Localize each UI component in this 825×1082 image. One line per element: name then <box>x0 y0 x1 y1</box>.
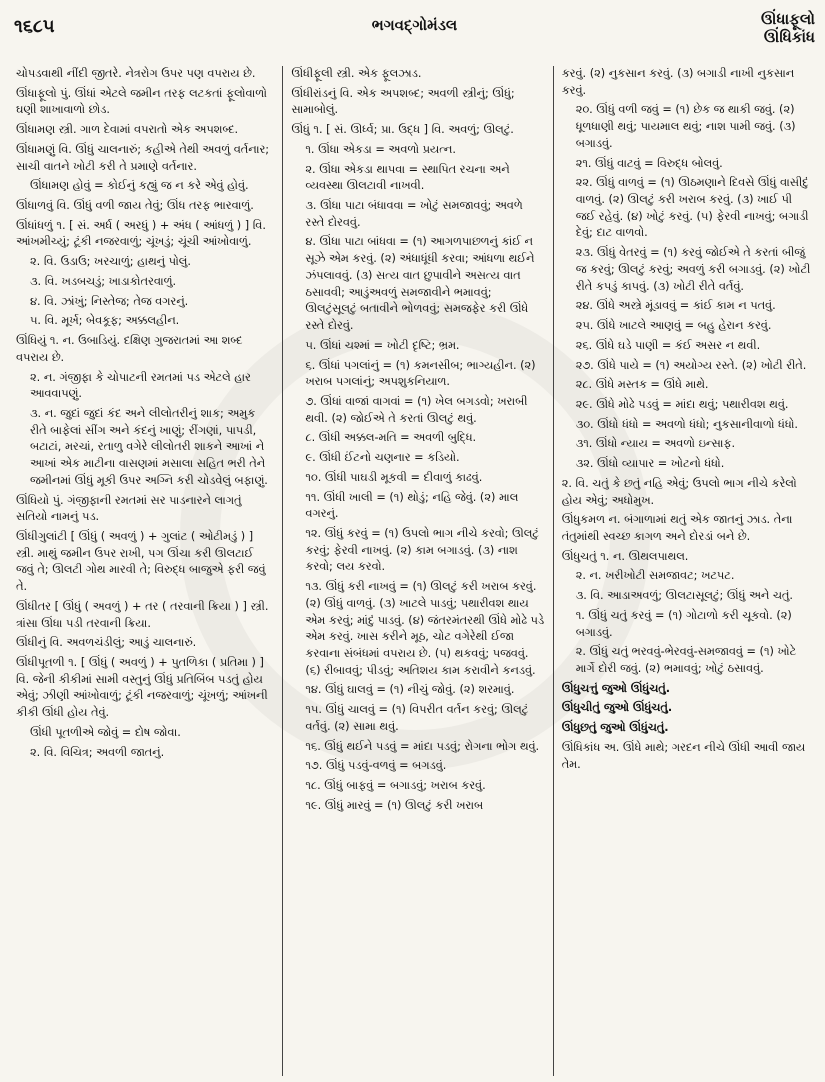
sense-entry: ૧. ઊંધા એકડા = અવળો પ્રયત્ન. <box>305 142 456 156</box>
sense-entry: ૨૯. ઊંધે મોઢે પડવું = માંદા થવું; પથારીવશ થવું. <box>575 397 789 411</box>
sense-entry: ૭. ઊંધાં વાજાં વાગવાં = (૧) ખેલ બગડવો; ખરાબી થવી. (૨) જોઈએ તે કરતાં ઊલટું થવું. <box>305 394 528 425</box>
sense-entry: ૨૦. ઊંધું વળી જવું = (૧) છેક જ થાકી જવું. (૨) ધૂળધાણી થવું; પાયમાલ થવું; નાશ પામી જવું. (૩) બગાડવું. <box>575 103 796 150</box>
sense-entry: ઊંધામણ હોવું = કોઈનું કહ્યું જ ન કરે એવું હોવું. <box>30 179 249 193</box>
page-number: ૧૬૮૫ <box>14 16 55 37</box>
sense-entry: ૩. વિ. આડાઅવળું; ઊલટાસૂલટું; ઊંધું અને ચતું. <box>575 589 793 603</box>
sense-entry: ૨. ન. ગંજીફા કે ચોપાટની રમતમાં પડ એટલે હાર આવવાપણું. <box>30 370 251 401</box>
sense-entry: ૫. ઊંધાં ચશ્માં = ખોટી દૃષ્ટિ; ભ્રમ. <box>305 338 460 352</box>
dictionary-entry: ઊંધીગુલાંટી [ ઊંધું ( અવળું ) + ગુલાંટ ( ઓટીમડું ) ] સ્ત્રી. માથું જમીન ઉપર રાખી, પગ ઊંચા કરી ઊલટાઈ જવું તે; ઊલટી ગોથ મારવી તે; વિરુદ્ધ બાજુએ ફરી જવું તે. <box>16 529 266 594</box>
dictionary-entry: ઊંધીરાંડનું વિ. એક અપશબ્દ; અવળી સ્ત્રીનું; ઊંધું; સામાબોલું. <box>291 86 515 117</box>
sense-entry: ૯. ઊંધી ઈંટનો ચણનાર = કડિયો. <box>305 451 460 465</box>
guide-words <box>761 10 815 46</box>
sense-entry: ૪. વિ. ઝાંખું; નિસ્તેજ; તેજ વગરનું. <box>30 294 189 308</box>
sense-entry: ૨. ઊંધું ચતું ભરવવું-ભેરવવું-સમજાવવું = (૧) ખોટે માર્ગે દોરી જવું. (૨) ભમાવવું; ખોટું ઠસાવવું. <box>575 645 797 675</box>
sense-entry: ૪. ઊંધા પાટા બાંધવા = (૧) આગળપાછળનું કાંઈ ન સૂઝે એમ કરવું. (૨) અંધાધૂંધી કરવા; આંધળા થઈને ઝંપલાવવું. (૩) સત્ય વાત છુપાવીને અસત્ય વાત ઠસાવવી; આડુંઅવળું સમજાવીને ભમાવવું; ઊલટુંસૂલટું બતાવીને ભોળવવું; સમજફેર કરી ઊંધે રસ્તે દોરવું. <box>305 235 535 333</box>
column-2 <box>282 66 552 1076</box>
dictionary-entry: ઊંધુકમળ ન. બંગાળામાં થતું એક જાતનું ઝાડ. તેના તંતુમાંથી સ્વચ્છ કાગળ અને દોરડાં બને છે. <box>561 513 793 543</box>
sense-entry: ૧૬. ઊંધું થઈને પડવું = માંદા પડવું; રોગના ભોગ થવું. <box>305 739 540 753</box>
dictionary-entry: ઊંધુછતું જુઓ ઊંધુંચતું. <box>561 721 669 735</box>
sense-entry: ૨. ન. ખરીખોટી સમજાવટ; ખટપટ. <box>575 569 735 583</box>
sense-entry: ૨૩. ઊંધું વેતરવું = (૧) કરવું જોઈએ તે કરતાં બીજું જ કરવું; ઊલટું કરવું; અવળું કરી બગાડવું. (૨) ખોટી રીતે કપડું કાપવું. (૩) ખોટી રીતે વર્તવું. <box>575 246 811 293</box>
sense-entry: ૨૨. ઊંધું વાળવું = (૧) ઊઠમણાને દિવસે ઊંધું વાસીદું વાળવું. (૨) ઊલટું કરી ખરાબ કરવું. (૩) ખાઈ પી જઈ રહેવું. (૪) ખોટું કરવું. (૫) ફેરવી નાખવું; બગાડી દેવું; દાટ વાળવો. <box>575 176 809 240</box>
sense-entry: ૬. ઊંધાં પગલાંનું = (૧) કમનસીબ; ભાગ્યહીન. (૨) ખરાબ પગલાંનું; અપશુકનિયાળ. <box>305 358 536 389</box>
column-1 <box>12 66 282 1076</box>
sense-entry: ૧૫. ઊંધું ચાલવું = (૧) વિપરીત વર્તન કરવું; ઊલટું વર્તવું. (૨) સામા થવું. <box>305 703 529 733</box>
sense-entry: ૩૧. ઊંધો ન્યાય = અવળો ઇન્સાફ. <box>575 437 736 451</box>
sense-entry: ૧૦. ઊંધી પાઘડી મૂકવી = દીવાળું કાઢવું. <box>305 470 483 484</box>
dictionary-entry: ચોપડવાથી નીંદી જીતરે. નેત્રરોગ ઉપર પણ વપરાય છે. <box>16 67 256 80</box>
dictionary-entry: ઊંધિકાંધ અ. ઊંધે માથે; ગરદન નીચે ઊંધી આવી જાય તેમ. <box>561 740 806 771</box>
sense-entry: ૧૨. ઊંધું કરવું = (૧) ઉપલો ભાગ નીચે કરવો; ઊલટું કરવું; ફેરવી નાખવું. (૨) કામ બગાડવું. (૩) નાશ કરવો; લય કરવો. <box>305 526 539 574</box>
dictionary-entry: ઊંધીફૂલી સ્ત્રી. એક ફૂલઝાડ. <box>291 67 422 80</box>
dictionary-entry: ઊંધીપૂતળી ૧. [ ઊંધું ( અવળું ) + પુતળિકા ( પ્રતિમા ) ] વિ. જેની કીકીમાં સામી વસ્તુનું ઊંધું પ્રતિબિંબ પડતું હોય એવું; ઝીણી આંખોવાળું; ટૂંકી નજરવાળું; ચૂંખળું; આંખની કીકી ઊંધી હોય તેવું. <box>16 656 268 720</box>
dictionary-entry: ઊંધાળવું વિ. ઊંધું વળી જાય તેવું; ઊંધ તરફ ભારવાળું. <box>16 199 254 213</box>
dictionary-entry: ઊંધુચીતું જુઓ ઊંધુંચતું. <box>561 701 673 715</box>
dictionary-entry: ઊંધું ૧. [ સં. ઊર્ધ્વ; પ્રા. ઉદ્ધ ] વિ. અવળું; ઊલટું. <box>291 123 514 137</box>
sense-entry: ૩૨. ઊંધો વ્યાપાર = ખોટનો ધંધો. <box>575 457 725 471</box>
dictionary-entry: ઊંધિયો પું. ગંજીફાની રમતમાં સર પાડનારને લાગતું સતિયો નામનું પડ. <box>16 493 242 524</box>
guide-word-first: ઊંધાફૂલો <box>761 10 815 28</box>
sense-entry: ૨૬. ઊંધે ઘડે પાણી = કંઈ અસર ન થવી. <box>575 338 761 352</box>
sense-entry: ૧૧. ઊંધી ખાલી = (૧) થોડું; નહિ જેવું. (૨) માલ વગરનું. <box>305 490 519 521</box>
running-title: ભગવદ્ગોમંડલ <box>371 16 458 34</box>
sense-entry: ૨૧. ઊંધું વાટવું = વિરુદ્ધ બોલવું. <box>575 156 723 170</box>
sense-entry: ૧૭. ઊંધું પડવું-વળવું = બગડવું. <box>305 759 447 773</box>
sense-entry: ૨. વિ. વિચિત્ર; અવળી જાતનું. <box>30 745 165 759</box>
dictionary-entry: ૨. વિ. ચતું કે છતું નહિ એવું; ઉપલો ભાગ નીચે કરેલો હોય એવું; અધોમુખ. <box>561 476 797 507</box>
column-3 <box>553 66 817 1076</box>
sense-entry: ૩. ન. જુદાં જુદાં કંદ અને લીલોતરીનું શાક; અમુક રીતે બાફેલાં સીંગ અને કંદનું ખાણું; રીંગણાં, પાપડી, બટાટાં, મરચાં, રતાળુ વગેરે લીલોતરી શાકને આખાં ને આખાં એક માટીના વાસણમાં મસાલા સહિત ભરી તેને જમીનમાં ઊંધું મૂકી ઉપર અગ્નિ કરી ચોડવેલું બફાણું. <box>30 406 268 487</box>
dictionary-columns <box>12 66 817 1076</box>
sense-entry: ૨. વિ. ઉડાઉ; ખરચાળું; હાથનું પોલું. <box>30 255 191 269</box>
dictionary-entry: ઊંધીનું વિ. અવળચંડીલું; આડું ચાલનારું. <box>16 636 197 650</box>
sense-entry: ૩. ઊંધા પાટા બંધાવવા = ખોટું સમજાવવું; અવળે રસ્તે દોરવવું. <box>305 199 523 229</box>
dictionary-entry: ઊંધાંધળું ૧. [ સં. અર્ધ ( અરધું ) + અંધ ( આંધળું ) ] વિ. આંખમીચ્યું; ટૂંકી નજરવાળું; ચૂંખડું; ચૂંચી આંખોવાળું. <box>16 218 266 249</box>
dictionary-entry: ઊંધુચતું ૧. ન. ઊથલપાથલ. <box>561 549 689 563</box>
sense-entry: ૨૪. ઊંધે અસ્ત્રે મૂંડાવવું = કાંઈ કામ ન પતવું. <box>575 299 776 313</box>
sense-entry: ૨૮. ઊંધે મસ્તક = ઊંધે માથે. <box>575 378 709 392</box>
dictionary-entry: કરવું. (૨) નુકસાન કરવું. (૩) બગાડી નાખી નુકસાન કરવું. <box>561 67 795 97</box>
sense-entry: ૩૦. ઊંધો ધંધો = અવળો ધંધો; નુકસાનીવાળો ધંધો. <box>575 417 799 431</box>
dictionary-entry: ઊંધાફૂલો પું. ઊંધાં એટલે જમીન તરફ લટકતાં ફૂલોવાળો ઘણી શાખાવાળો છોડ. <box>16 86 267 117</box>
sense-entry: ૨૭. ઊંધે પાયે = (૧) અયોગ્ય રસ્તે. (૨) ખોટી રીતે. <box>575 358 807 372</box>
dictionary-entry: ઊંધીતર [ ઊંધું ( અવળું ) + તર ( તરવાની ક્રિયા ) ] સ્ત્રી. ત્રાંસા ઊંધા પડી તરવાની ક્રિયા. <box>16 599 269 630</box>
sense-entry: ૧૮. ઊંધું બાફવું = બગાડવું; ખરાબ કરવું. <box>305 779 486 793</box>
sense-entry: ઊંધી પૂતળીએ જોવું = દોષ જોવા. <box>30 725 181 739</box>
sense-entry: ૧૯. ઊંધું મારવું = (૧) ઊલટું કરી ખરાબ <box>305 798 484 812</box>
sense-entry: ૫. વિ. મૂર્ખ; બેવકૂફ; અક્કલહીન. <box>30 314 180 328</box>
guide-word-last: ઊંધિકાંધ <box>763 28 815 46</box>
dictionary-entry: ઊંધામણ સ્ત્રી. ગાળ દેવામાં વપરાતો એક અપશબ્દ. <box>16 123 239 137</box>
sense-entry: ૧૪. ઊંધું ઘાલવું = (૧) નીચું જોવું. (૨) શરમાવું. <box>305 683 515 697</box>
dictionary-entry: ઊંધામણું વિ. ઊંધું ચાલનારું; કહીએ તેથી અવળું વર્તનાર; સાચી વાતને ખોટી કરી તે પ્રમાણે વર્તનાર. <box>16 142 270 173</box>
sense-entry: ૧. ઊંધું ચતું કરવું = (૧) ગોટાળો કરી ચૂકવો. (૨) બગાડવું. <box>575 608 792 639</box>
sense-entry: ૩. વિ. ખડબચડું; ખાડાકોતરવાળું. <box>30 274 177 288</box>
sense-entry: ૨. ઊંધા એકડા થાપવા = સ્થાપિત રચના અને વ્યવસ્થા ઊલટાવી નાખવી. <box>305 162 510 193</box>
page-header <box>14 6 815 66</box>
dictionary-entry: ઊંધુચત્તું જુઓ ઊંધુંચતું. <box>561 681 671 695</box>
dictionary-entry: ઊંધિયું ૧. ન. ઉબાડિયું. દક્ષિણ ગુજરાતમાં આ શબ્દ વપરાય છે. <box>16 334 243 364</box>
sense-entry: ૧૩. ઊંધું કરી નાખવું = (૧) ઊલટું કરી ખરાબ કરવું. (૨) ઊંધું વાળવું. (૩) ખાટલે પાડવું; પથારીવશ થાય એમ કરવું; માંદું પાડવું. (૪) જંતરમંતરથી ઊંધે મોઢે પડે એમ કરવું. ખાસ કરીને મૂઠ, ચોટ વગેરેથી ઈજા કરવાના સંબંધમાં વપરાય છે. (૫) થકવવું; પજવવું. (૬) રીબાવવું; પીડવું; અતિશય કામ કરાવીને કનડવું. <box>305 580 545 677</box>
sense-entry: ૨૫. ઊંધે ખાટલે આણવું = બહુ હેરાન કરવું. <box>575 319 772 333</box>
sense-entry: ૮. ઊંધી અક્કલ-મતિ = અવળી બુદ્ધિ. <box>305 431 477 445</box>
